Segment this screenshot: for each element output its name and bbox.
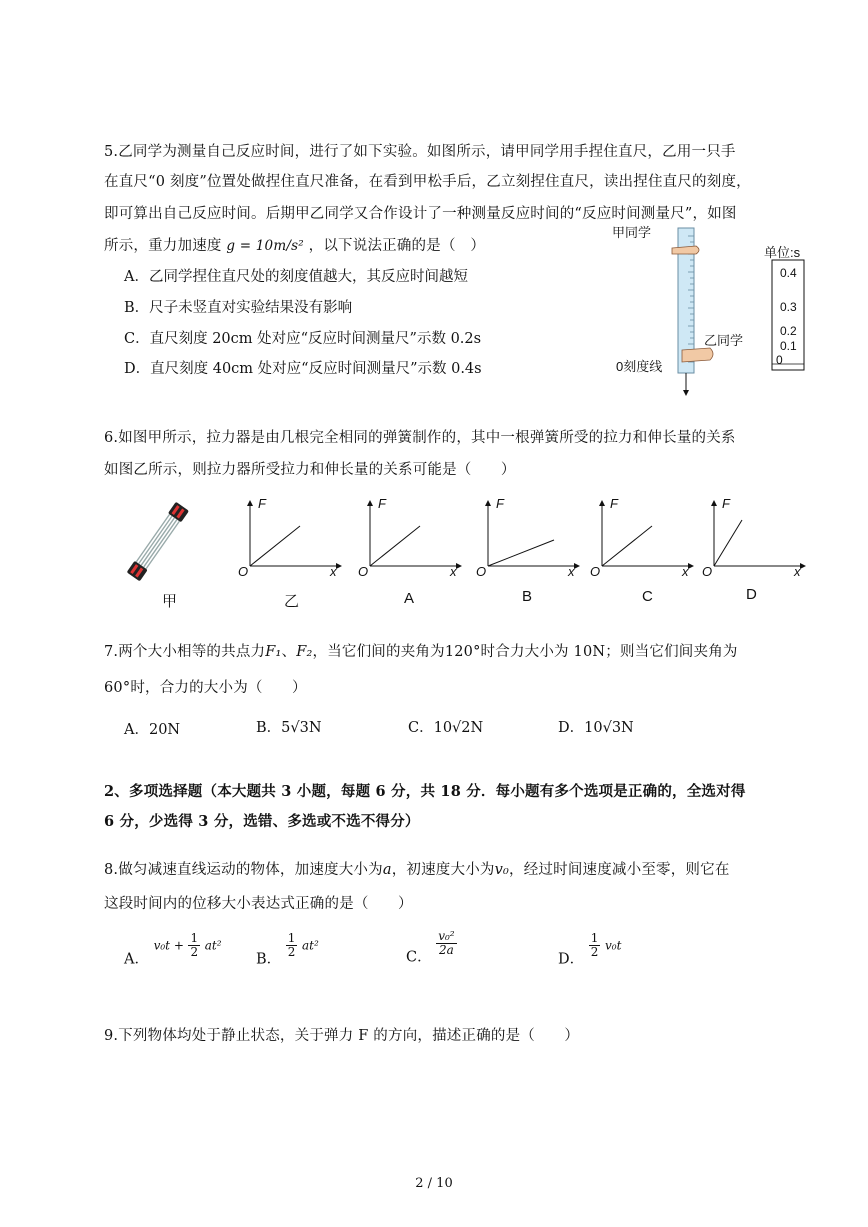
q5-line-4-pre: 所示，重力加速度 [104,238,222,254]
q8-option-b: B． $\frac{1}{2}$ at² [256,931,319,968]
scale-0-3: 0.3 [780,300,797,314]
q8-line-1 [104,858,730,879]
unit-label: 单位:s [764,245,801,260]
axis-x-label: x [794,564,801,579]
q6-line-1: 6.如图甲所示，拉力器是由几根完全相同的弹簧制作的，其中一根弹簧所受的拉力和伸长量的关系 [104,430,736,446]
graph-d [696,496,806,584]
angle-120: 120° [444,644,481,660]
spring-expander-icon [112,496,202,586]
origin-label: O [476,564,487,579]
q8-option-c: C． $\frac{\text{v₀²}}{2a}$ [406,929,455,966]
q5-line-4 [104,234,485,255]
scale-0: 0 [776,353,783,367]
q8-option-d: D． $\frac{1}{2}$ v₀t [558,931,622,968]
ruler-diagram [612,222,837,402]
scale-0-2: 0.2 [780,324,797,338]
q7-line-1 [104,640,738,661]
q5-line-2: 在直尺“0 刻度”位置处做捏住直尺准备，在看到甲松手后，乙立刻捏住直尺，读出捏住直尺的刻度， [104,174,751,190]
axis-x-label: x [450,564,457,579]
axis-y-label: F [378,496,386,511]
fraction-half: $\frac{1}{2}$ [190,931,199,959]
fraction-v0sq-over-2a: $\frac{\text{v₀²}}{2a}$ [438,929,455,957]
page-number: 2 / 10 [415,1176,453,1191]
origin-label: O [358,564,369,579]
caption-d: D [746,586,757,603]
q7-line-2-post: 时，合力的大小为（ ） [130,680,307,696]
q7-option-c: C．10√2N [408,720,484,736]
q9-line-1: 9.下列物体均处于静止状态，关于弹力 F 的方向，描述正确的是（ ） [104,1028,580,1044]
v0-symbol: v₀ [494,862,510,878]
q5-line-4-post: ，以下说法正确的是（ ） [308,238,486,254]
q7-line-1-post: 时合力大小为 10N；则当它们间夹角为 [480,644,738,660]
ruler-figure [612,222,837,402]
q7-option-b: B．5√3N [256,720,322,736]
accel-symbol: a [382,862,392,878]
force-f1: F₁ [265,644,282,660]
axis-x-label: x [682,564,689,579]
q8-line-1-pre: 8.做匀减速直线运动的物体，加速度大小为 [104,862,383,878]
section-2-line-1: 2、多项选择题（本大题共 3 小题，每题 6 分，共 18 分．每小题有多个选项是正确的，全选对得 [104,783,746,800]
q5-line-3: 即可算出自己反应时间。后期甲乙同学又合作设计了一种测量反应时间的“反应时间测量尺”，如图 [104,206,737,222]
label-jia: 甲同学 [612,225,652,240]
graph-yi [232,496,342,584]
spring-expander-figure [112,496,202,586]
caption-a: A [404,590,415,607]
caption-yi: 乙 [284,593,300,610]
axis-y-label: F [722,496,730,511]
q8-option-a: A． v₀t + $\frac{1}{2}$ at² [124,931,222,968]
scale-0-1: 0.1 [780,339,797,353]
q8-line-1-mid: ，初速度大小为 [391,862,495,878]
fraction-half: $\frac{1}{2}$ [287,931,296,959]
graph-c [584,496,694,584]
q7-option-d: D．10√3N [558,720,634,736]
section-2-line-2: 6 分，少选得 3 分，选错、多选或不选不得分） [104,813,420,830]
axis-y-label: F [496,496,504,511]
label-zero-line: 0刻度线 [616,359,663,374]
scale-0-4: 0.4 [780,266,797,280]
axis-y-label: F [258,496,266,511]
axis-x-label: x [568,564,575,579]
graph-a [352,496,462,584]
q7-line-2 [104,676,307,697]
q8-line-1-post: ，经过时间速度减小至零，则它在 [509,862,730,878]
q8-line-2: 这段时间内的位移大小表达式正确的是（ ） [104,896,413,912]
axis-y-label: F [610,496,618,511]
gravity-formula: g = 10m/s² [226,238,304,254]
graph-b [470,496,580,584]
q5-option-d: D．直尺刻度 40cm 处对应“反应时间测量尺”示数 0.4s [124,361,482,377]
q7-option-a: A．20N [124,722,181,738]
force-f2: F₂ [296,644,313,660]
caption-c: C [642,588,653,605]
q5-option-a: A．乙同学捏住直尺处的刻度值越大，其反应时间越短 [124,269,468,285]
caption-b: B [522,588,533,605]
q7-line-1-pre: 7.两个大小相等的共点力 [104,644,266,660]
angle-60: 60° [104,680,131,696]
q5-option-c: C．直尺刻度 20cm 处对应“反应时间测量尺”示数 0.2s [124,331,482,347]
fraction-half: $\frac{1}{2}$ [590,931,599,959]
origin-label: O [702,564,713,579]
origin-label: O [590,564,601,579]
axis-x-label: x [330,564,337,579]
q6-line-2: 如图乙所示，则拉力器所受拉力和伸长量的关系可能是（ ） [104,462,516,478]
caption-jia: 甲 [162,593,178,610]
q7-separator: 、 [281,644,297,660]
label-yi: 乙同学 [704,333,744,348]
origin-label: O [238,564,249,579]
q5-option-b: B．尺子未竖直对实验结果没有影响 [124,300,353,316]
q5-line-1: 5.乙同学为测量自己反应时间，进行了如下实验。如图所示，请甲同学用手捏住直尺，乙用一只手 [104,144,736,160]
q7-line-1-mid: ，当它们间的夹角为 [312,644,445,660]
